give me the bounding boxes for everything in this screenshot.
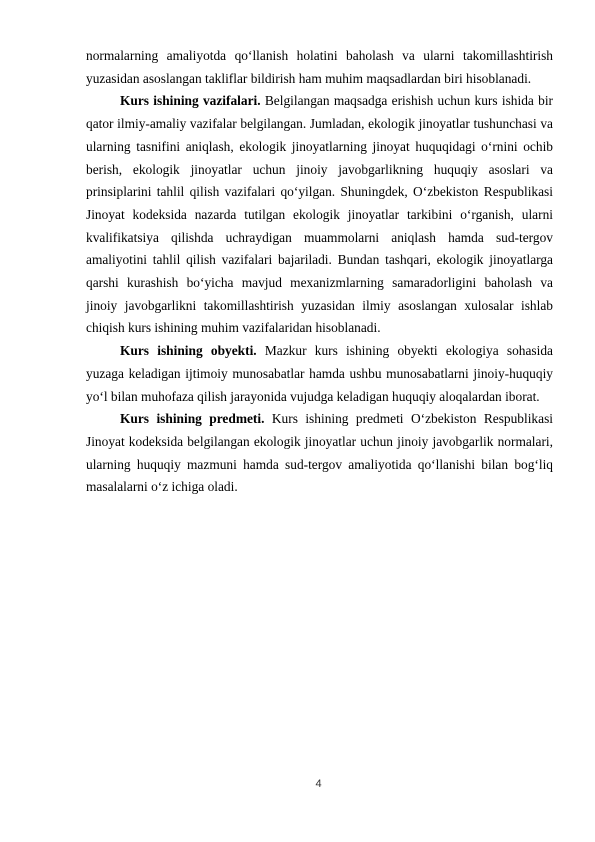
paragraph-subject bbox=[86, 408, 553, 499]
paragraph-object bbox=[86, 340, 553, 408]
paragraph-text: normalarning amaliyotda qo‘llanish holatini baholash va ularni takomillashtirish yuzasidan asoslangan takliflar bildirish ham muhim maqsadlardan biri hisoblanadi. bbox=[86, 48, 553, 86]
document-page bbox=[86, 45, 553, 499]
paragraph-continuation bbox=[86, 45, 553, 90]
paragraph-heading: Kurs ishining vazifalari. bbox=[120, 93, 261, 109]
paragraph-heading: Kurs ishining obyekti. bbox=[120, 343, 257, 359]
paragraph-text: Belgilangan maqsadga erishish uchun kurs ishida bir qator ilmiy-amaliy vazifalar belgilangan. Jumladan, ekologik jinoyatlar tushunchasi va ularning tasnifini aniqlash, ekologik jinoyatlarning jinoyat huquqidagi o‘rnini ochib berish, ekologik jinoyatlar uchun jinoiy javobgarlikning huquqiy asoslari va prinsiplarini tahlil qilish vazifalari qo‘yilgan. Shuningdek, O‘zbekiston Respublikasi Jinoyat kodeksida nazarda tutilgan ekologik jinoyatlar tarkibini o‘rganish, ularni kvalifikatsiya qilishda uchraydigan muammolarni aniqlash hamda sud-tergov amaliyotini tahlil qilish vazifalari bajariladi. Bundan tashqari, ekologik jinoyatlarga qarshi kurashish bo‘yicha mavjud mexanizmlarning samaradorligini baholash va jinoiy javobgarlikni takomillashtirish yuzasidan ilmiy asoslangan xulosalar ishlab chiqish kurs ishining muhim vazifalaridan hisoblanadi. bbox=[86, 93, 553, 336]
paragraph-heading: Kurs ishining predmeti. bbox=[120, 411, 265, 427]
paragraph-tasks bbox=[86, 90, 553, 340]
page-number: 4 bbox=[315, 778, 322, 790]
paragraph-text: Kurs ishining predmeti O‘zbekiston Respublikasi Jinoyat kodeksida belgilangan ekologik jinoyatlar uchun jinoiy javobgarlik normalari, ularning huquqiy mazmuni hamda sud-tergov amaliyotida qo‘llanishi bilan bog‘liq masalalarni o‘z ichiga oladi. bbox=[86, 411, 553, 495]
paragraph-text: Mazkur kurs ishining obyekti ekologiya sohasida yuzaga keladigan ijtimoiy munosabatlar hamda ushbu munosabatlarni jinoiy-huquqiy yo‘l bilan muhofaza qilish jarayonida vujudga keladigan huquqiy aloqalardan iborat. bbox=[86, 343, 553, 404]
